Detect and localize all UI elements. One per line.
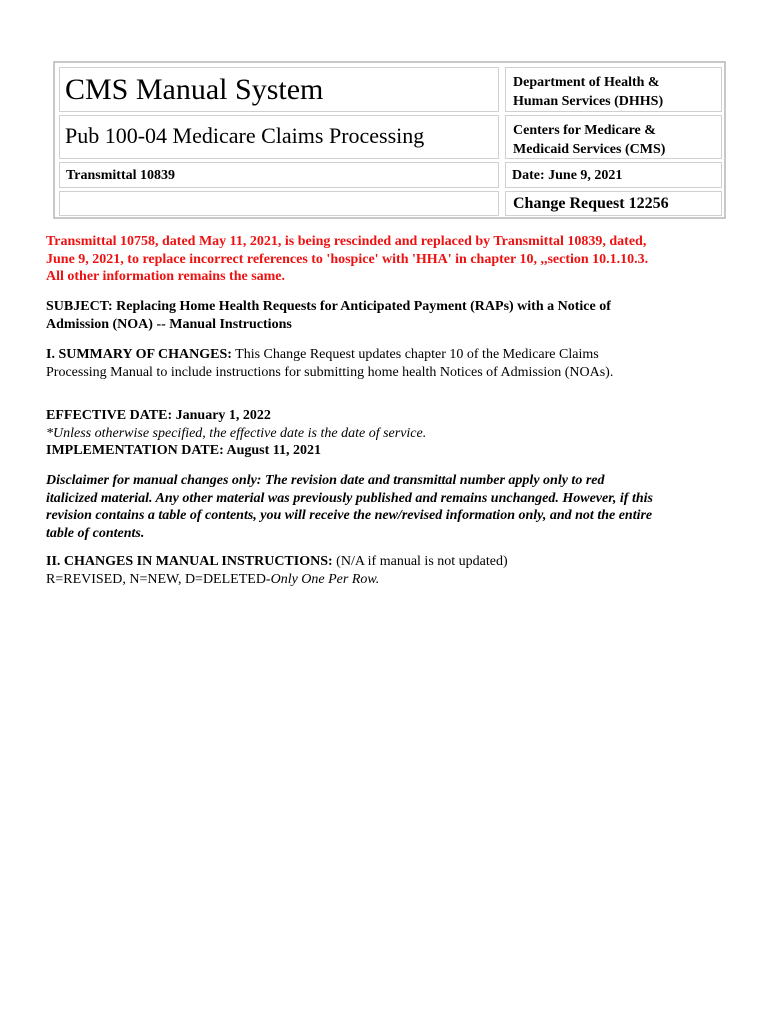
date-cell	[505, 162, 722, 188]
disclaimer-line: table of contents.	[46, 525, 145, 541]
changes-in-manual	[46, 553, 728, 588]
department-name: Department of Health & Human Services (DHHS)	[513, 75, 664, 109]
manual-system-title: CMS Manual System	[65, 73, 324, 106]
summary-text: This Change Request updates chapter 10 of the Medicare Claims	[231, 347, 599, 362]
effective-date-note: *Unless otherwise specified, the effective date is the date of service.	[46, 425, 427, 441]
subject-line: SUBJECT: Replacing Home Health Requests for Anticipated Payment (RAPs) with a Notice of	[46, 299, 611, 314]
disclaimer-line: Disclaimer for manual changes only: The revision date and transmittal number apply only to red	[46, 473, 605, 488]
notice-line: June 9, 2021, to replace incorrect references to 'hospice' with 'HHA' in chapter 10, ,,section 10.1.10.3.	[46, 251, 649, 267]
disclaimer-line: italicized material. Any other material was previously published and remains unchanged. However, if this	[46, 490, 653, 506]
change-request-number: Change Request 12256	[513, 195, 669, 212]
rescind-notice	[46, 233, 728, 286]
subject-line: Admission (NOA) -- Manual Instructions	[46, 316, 292, 332]
change-request-cell	[505, 191, 722, 216]
centers-name: Centers for Medicare & Medicaid Services (CMS)	[513, 123, 666, 157]
subject	[46, 298, 728, 333]
changes-legend-note: Only One Per Row.	[270, 571, 380, 587]
disclaimer-line: revision contains a table of contents, you will receive the new/revised information only, and not the entire	[46, 508, 653, 523]
transmittal-number: Transmittal 10839	[66, 168, 176, 183]
empty-cell	[59, 191, 499, 216]
summary-of-changes	[46, 346, 728, 381]
header-table	[53, 61, 726, 219]
dates-block	[46, 407, 728, 460]
summary-text: Processing Manual to include instructions for submitting home health Notices of Admission (NOAs).	[46, 364, 614, 380]
implementation-date: IMPLEMENTATION DATE: August 11, 2021	[46, 443, 321, 458]
title-cell	[59, 67, 499, 112]
changes-note: (N/A if manual is not updated)	[332, 554, 508, 569]
centers-cell	[505, 115, 722, 159]
publication-cell	[59, 115, 499, 159]
publication-title: Pub 100-04 Medicare Claims Processing	[65, 123, 425, 148]
department-cell	[505, 67, 722, 112]
changes-label: II. CHANGES IN MANUAL INSTRUCTIONS:	[46, 554, 333, 569]
issue-date: Date: June 9, 2021	[512, 168, 623, 183]
changes-legend: R=REVISED, N=NEW, D=DELETED-	[46, 571, 271, 587]
effective-date: EFFECTIVE DATE: January 1, 2022	[46, 408, 271, 423]
summary-label: I. SUMMARY OF CHANGES:	[46, 347, 232, 362]
notice-line: Transmittal 10758, dated May 11, 2021, is being rescinded and replaced by Transmittal 10839, dated,	[46, 234, 647, 249]
disclaimer	[46, 472, 728, 542]
notice-line: All other information remains the same.	[46, 269, 286, 284]
transmittal-cell	[59, 162, 499, 188]
